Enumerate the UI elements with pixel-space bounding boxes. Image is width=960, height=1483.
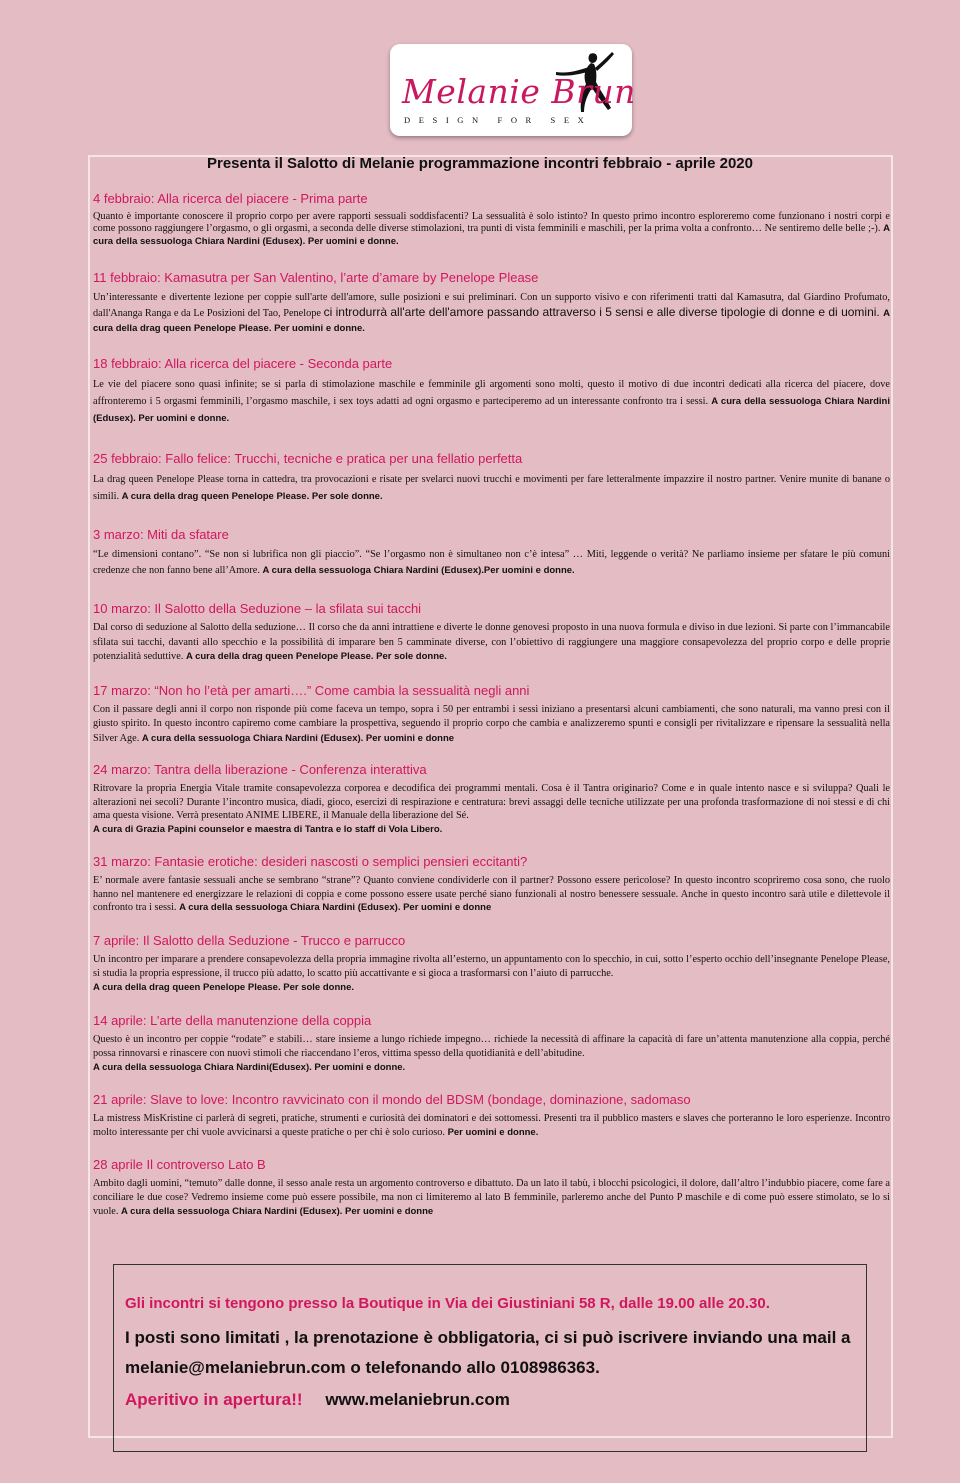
logo [390,44,636,136]
event-item [93,270,890,336]
event-description: “Le dimensioni contano”. “Se non si lubrifica non gli piaccio”. “Se l’orgasmo non è simultaneo non c’è intesa” … Miti, leggende o verità? Ne parliamo insieme per sfatare le più comuni credenze che non fanno bene all’Amore. A cura della sessuologa Chiara Nardini (Edusex).Per uomini e donne. [93,549,890,577]
event-description: Un incontro per imparare a prendere consapevolezza della propria immagine rivolta all’esterno, un appuntamento con lo specchio, in cui, sotto l’esperto occhio dell’insegnante Penelope Please, si studia la propria espressione, il trucco più adatto, lo scatto più accattivante e si gioca a trasformarsi con l’aiuto di parrucche. A cura della drag queen Penelope Please. Per sole donne. [93,953,890,993]
event-credit: A cura della drag queen Penelope Please. Per sole donne. [185,651,447,663]
event-title: 21 aprile: Slave to love: Incontro ravvicinato con il mondo del BDSM (bondage, dominazione, sadomaso [93,1091,691,1107]
info-box [113,1264,867,1452]
event-description: La mistress MisKristine ci parlerà di segreti, pratiche, strumenti e curiosità dei dominatori e dei sottomessi. Presenti tra il pubblico masters e slaves che porteranno le loro esperienze. Incontro molto interessante per chi vuole avvicinarsi a queste pratiche o per chi è solo curioso. Per uomini e donne. [93,1112,890,1138]
event-description: Con il passare degli anni il corpo non risponde più come faceva un tempo, sopra i 50 per entrambi i sessi iniziano a presentarsi alcuni cambiamenti, che sono naturali, ma vanno presi con il giusto spirito. In questo incontro capiremo come cambiare la prospettiva, seguendo il proprio corpo che cambia e analizzeremo spunti e consigli per rivitalizzare e ripensare la sessualità nella Silver Age. A cura della sessuologa Chiara Nardini (Edusex). Per uomini e donne [93,703,890,744]
event-item [93,1013,890,1075]
event-item [93,683,890,747]
event-description: Dal corso di seduzione al Salotto della seduzione… Il corso che da anni intrattiene e diverte le donne genovesi proposto in una nuova formula e diviso in due lezioni. Si parte con l’immancabile sfilata sui tacchi, davanti allo specchio e la possibilità di imparare ben 5 camminate diverse, con l’obiettivo di raggiungere una maggiore consapevolezza del proprio corpo e delle proprie potenzialità seduttive. A cura della drag queen Penelope Please. Per sole donne. [93,622,890,663]
event-title: 25 febbraio: Fallo felice: Trucchi, tecniche e pratica per una fellatio perfetta [93,451,523,467]
event-credit: A cura della sessuologa Chiara Nardini (Edusex). Per uomini e donne. [93,223,890,247]
event-credit: A cura della drag queen Penelope Please. Per uomini e donne. [93,308,890,335]
event-title: 31 marzo: Fantasie erotiche: desideri nascosti o semplici pensieri eccitanti? [93,854,528,870]
event-title: 7 aprile: Il Salotto della Seduzione - Trucco e parrucco [93,932,406,948]
logo-tagline: DESIGN FOR SEX [404,115,593,125]
event-item [93,527,890,579]
event-title: 3 marzo: Miti da sfatare [93,527,229,543]
event-credit: A cura della sessuologa Chiara Nardini (Edusex).Per uomini e donne. [262,565,575,577]
event-item [93,1092,890,1140]
event-title: 28 aprile Il controverso Lato B [93,1156,266,1172]
event-item [93,762,890,836]
event-item [93,933,890,995]
website-link[interactable]: www.melaniebrun.com [325,1390,510,1409]
event-title: 14 aprile: L’arte della manutenzione della coppia [93,1012,372,1028]
event-description: Quanto è importante conoscere il proprio corpo per avere rapporti sessuali soddisfacenti? La sessualità è solo istinto? In questo primo incontro esploreremo come funzionano i nostri corpi e come possono raggiungere l’orgasmo, o gli orgasmi, a seconda delle diverse stimolazioni, tra punti di vista femminili e maschili, per la prima volta a confronto… Ne sentiremo delle belle ;-). A cura della sessuologa Chiara Nardini (Edusex). Per uomini e donne. [93,211,890,247]
location-text: Gli incontri si tengono presso la Boutique in Via dei Giustiniani 58 R, dalle 19.00 alle 20.30. [125,1295,770,1312]
event-description: Ambito dagli uomini, “temuto” dalle donne, il sesso anale resta un argomento controverso e dibattuto. Da un lato il tabù, i blocchi psicologici, il dolore, dall’altro l’indubbio piacere, come fare a conciliare le due cose? Vedremo insieme come può essere possibile, ma non ci limiteremo al lato B femminile, parleremo anche del Punto P maschile e di come può essere stimolato, se lo si vuole. A cura della sessuologa Chiara Nardini (Edusex). Per uomini e donne [93,1177,890,1217]
event-title: 11 febbraio: Kamasutra per San Valentino, l’arte d’amare by Penelope Please [93,270,539,286]
event-title: 10 marzo: Il Salotto della Seduzione – la sfilata sui tacchi [93,601,422,617]
events-list [93,191,890,1219]
event-credit: A cura di Grazia Papini counselor e maestra di Tantra e lo staff di Vola Libero. [93,823,443,835]
booking-text: I posti sono limitati , la prenotazione è obbligatoria, ci si può iscrivere inviando una mail a melanie@melaniebrun.com o telefonando allo 0108986363. [125,1328,851,1377]
logo-name: Melanie Brun [402,72,636,111]
event-item [93,601,890,665]
event-credit: A cura della drag queen Penelope Please. Per sole donne. [121,491,383,503]
event-item [93,356,890,427]
event-description: Ritrovare la propria Energia Vitale tramite consapevolezza corporea e decodifica dei programmi mentali. Cosa è il Tantra originario? Come e in quale intento nasce e si sviluppa? Quali le alterazioni nei secoli? Durante l’incontro musica, diadi, gioco, esercizi di respirazione e centratura: brevi assaggi delle tecniche utilizzate per una profonda trasformazione di noi stessi e di chi ama questa visione. Verrà presentato ANIME LIBERE, il Manuale della liberazione del Sé. A cura di Grazia Papini counselor e maestra di Tantra e lo staff di Vola Libero. [93,783,890,835]
event-description: Questo è un incontro per coppie “rodate” e stabili… stare insieme a lungo richiede impegno… richiede la necessità di affinare la capacità di fare un’attenta manutenzione alla coppia, perché possa rinnovarsi e rinascere con nuovi stimoli che riaccendano l’eros, vittima spesso della quotidianità e dell’abitudine. A cura della sessuologa Chiara Nardini(Edusex). Per uomini e donne. [93,1033,890,1073]
event-credit: A cura della drag queen Penelope Please. Per sole donne. [93,981,354,993]
event-credit: A cura della sessuologa Chiara Nardini (Edusex). Per uomini e donne [179,902,492,914]
event-credit: A cura della sessuologa Chiara Nardini (Edusex). Per uomini e donne [141,732,455,744]
event-description: Le vie del piacere sono quasi infinite; se si parla di stimolazione maschile e femminile gli argomenti sono molti, questo il motivo di due incontri dedicati alla ricerca del piacere, dove affronteremo i 5 orgasmi femminili, l’orgasmo maschile, i sex toys adatti ad ogni orgasmo e parteciperemo ad un interessante confronto tra i sessi. A cura della sessuologa Chiara Nardini (Edusex). Per uomini e donne. [93,379,890,425]
event-item [93,854,890,915]
event-title: 17 marzo: “Non ho l’età per amarti….” Come cambia la sessualità negli anni [93,682,530,698]
event-credit: A cura della sessuologa Chiara Nardini (Edusex). Per uomini e donne. [93,396,890,425]
event-item [93,191,890,248]
event-description: Un’interessante e divertente lezione per coppie sull'arte dell'amore, sulle posizioni e sui preliminari. Con un supporto visivo e con riferimenti tratti dal Kamasutra, dal Giardino Profumato, dall'Ananga Ranga e da Le Posizioni del Tao, Penelope ci introdurrà all'arte dell'amore passando attraverso i 5 sensi e alle diverse tipologie di donne e di uomini. A cura della drag queen Penelope Please. Per uomini e donne. [93,292,890,335]
event-description: E’ normale avere fantasie sessuali anche se sembrano “strane”? Quanto conviene condividerle con il partner? Possono essere pericolose? In questo incontro scopriremo cosa sono, che ruolo hanno nel mantenere ed energizzare le relazioni di coppia e come possono essere usate perché siano funzionali al nostro benessere sessuale. Anche in questo incontro sarà utile e dilettevole il confronto tra i sessi. A cura della sessuologa Chiara Nardini (Edusex). Per uomini e donne [93,875,890,914]
event-item [93,1157,890,1219]
event-title: 4 febbraio: Alla ricerca del piacere - Prima parte [93,191,368,206]
event-title: 24 marzo: Tantra della liberazione - Conferenza interattiva [93,762,427,778]
info-footer [125,1390,510,1410]
event-title: 18 febbraio: Alla ricerca del piacere - Seconda parte [93,356,393,372]
event-credit: A cura della sessuologa Chiara Nardini(Edusex). Per uomini e donne. [93,1061,406,1073]
event-credit: Per uomini e donne. [447,1126,539,1138]
event-credit: A cura della sessuologa Chiara Nardini (Edusex). Per uomini e donne [121,1205,434,1217]
aperitivo-text: Aperitivo in apertura!! [125,1390,303,1409]
page-title: Presenta il Salotto di Melanie programmazione incontri febbraio - aprile 2020 [207,155,753,172]
event-item [93,451,890,505]
event-description: La drag queen Penelope Please torna in cattedra, tra provocazioni e risate per svelarci nuovi trucchi e movimenti per fare letteralmente impazzire il nostro partner. Venire munite di banane o simili. A cura della drag queen Penelope Please. Per sole donne. [93,474,890,503]
